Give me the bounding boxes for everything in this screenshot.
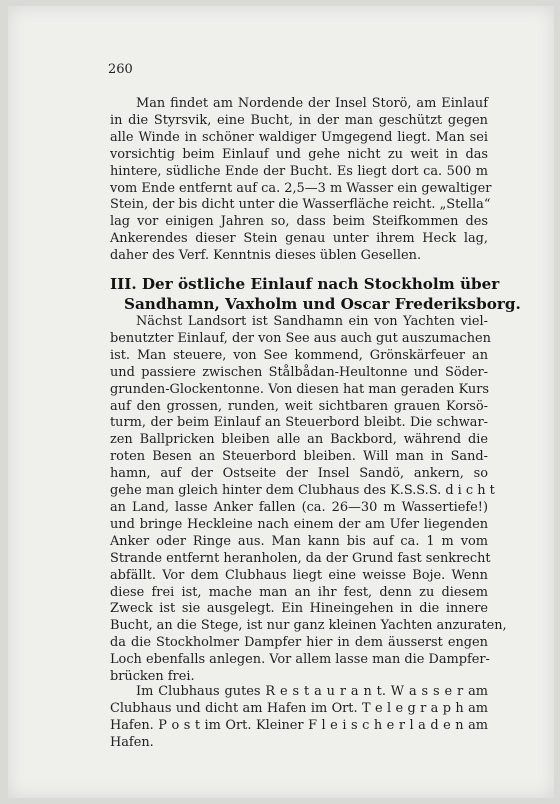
text-line: hamn, auf der Ostseite der Insel Sandö, ankern, so <box>110 466 488 482</box>
text-line: in die Styrsvik, eine Bucht, in der man geschützt gegen <box>110 112 488 128</box>
text-line: und passiere zwischen Stålbådan-Heultonne und Söder- <box>110 364 488 380</box>
text-line: hintere, südliche Ende der Bucht. Es liegt dort ca. 500 m <box>110 163 488 179</box>
text-line: an Land, lasse Anker fallen (ca. 26—30 m Wassertiefe!) <box>110 499 488 515</box>
book-page <box>8 6 554 798</box>
text-line: diese frei ist, mache man an ihr fest, denn zu diesem <box>110 584 488 600</box>
text-line: Hafen. P o s t im Ort. Kleiner F l e i s c h e r l a d e n am <box>110 717 488 733</box>
text-line: ist. Man steuere, von See kommend, Grönskärfeuer an <box>110 347 488 363</box>
text-line: gehe man gleich hinter dem Clubhaus des K.S.S.S. d i c h t <box>110 483 495 499</box>
text-line: Zweck ist sie ausgelegt. Ein Hineingehen in die innere <box>110 601 488 617</box>
text-line: da die Stockholmer Dampfer hier in dem äusserst engen <box>110 635 488 651</box>
paragraph-sandhamn <box>110 314 507 686</box>
text-line: Hafen. <box>110 734 154 750</box>
text-line: Man findet am Nordende der Insel Storö, am Einlauf <box>136 96 488 111</box>
text-line: turm, der beim Einlauf an Steuerbord bleibt. Die schwar- <box>110 415 488 431</box>
text-line: roten Besen an Steuerbord bleiben. Will man in Sand- <box>110 449 488 465</box>
text-line: daher des Verf. Kenntnis dieses üblen Gesellen. <box>110 248 422 264</box>
text-line: Clubhaus und dicht am Hafen im Ort. T e l e g r a p h am <box>110 700 488 716</box>
text-line: vom Ende entfernt auf ca. 2,5—3 m Wasser ein gewaltiger <box>110 180 492 196</box>
section-heading <box>110 274 521 314</box>
heading-line: III. Der östliche Einlauf nach Stockholm über <box>110 275 500 293</box>
text-line: alle Winde in schöner waldiger Umgegend liegt. Man sei <box>110 129 488 145</box>
text-line: Ankerendes dieser Stein genau unter ihrem Heck lag, <box>110 231 488 247</box>
text-line: benutzter Einlauf, der von See aus auch gut auszumachen <box>110 330 491 346</box>
page-number: 260 <box>108 62 133 77</box>
text-line: Nächst Landsort ist Sandhamn ein von Yachten viel- <box>136 314 488 329</box>
text-line: lag vor einigen Jahren so, dass beim Steifkommen des <box>110 214 488 230</box>
text-line: Strande entfernt heranholen, da der Grund fast senkrecht <box>110 550 491 566</box>
text-line: und bringe Heckleine nach einem der am Ufer liegenden <box>110 516 488 532</box>
text-line: auf den grossen, runden, weit sichtbaren grauen Korsö- <box>110 398 488 414</box>
text-line: Loch ebenfalls anlegen. Vor allem lasse man die Dampfer- <box>110 652 490 668</box>
text-line: zen Ballpricken bleiben alle an Backbord, während die <box>110 432 488 448</box>
heading-line: Sandhamn, Vaxholm und Oscar Frederiksborg. <box>124 295 521 313</box>
text-line: grunden-Glockentonne. Von diesen hat man geraden Kurs <box>110 381 490 397</box>
text-line: Stein, der bis dicht unter die Wasserfläche reicht. „Stella“ <box>110 197 491 213</box>
text-line: Im Clubhaus gutes R e s t a u r a n t. W a s s e r am <box>136 684 488 699</box>
text-line: vorsichtig beim Einlauf und gehe nicht zu weit in das <box>110 146 488 162</box>
text-line: abfällt. Vor dem Clubhaus liegt eine weisse Boje. Wenn <box>110 567 488 583</box>
text-line: brücken frei. <box>110 669 195 685</box>
text-line: Anker oder Ringe aus. Man kann bis auf ca. 1 m vom <box>110 533 488 549</box>
paragraph-clubhaus <box>110 684 488 752</box>
paragraph-storo <box>110 96 492 265</box>
text-line: Bucht, an die Stege, ist nur ganz kleinen Yachten anzuraten, <box>110 618 507 634</box>
